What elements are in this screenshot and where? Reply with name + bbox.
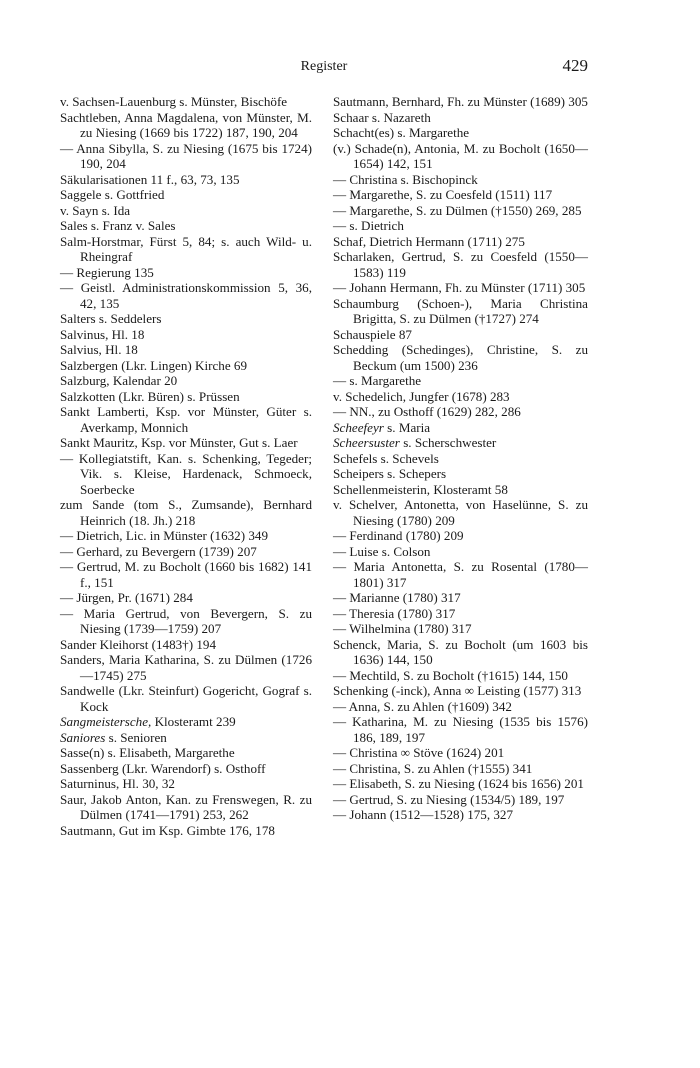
index-entry-text: — Gerhard, zu Bevergern (1739) 207 [60,543,257,559]
index-entry-text: Schaumburg (Schoen-), Maria Christina Brigitta, S. zu Dülmen (†1727) 274 [333,295,588,326]
index-entry [333,637,588,668]
index-entry-text: — Gertrud, M. zu Bocholt (1660 bis 1682) 141 f., 151 [60,559,312,590]
index-entry [333,621,588,637]
index-entry-text: v. Schelver, Antonetta, von Haselünne, S. zu Niesing (1780) 209 [333,497,588,528]
index-entry [333,234,588,250]
index-entry-text: — Ferdinand (1780) 209 [333,528,464,543]
index-entry-text: Schaar s. Nazareth [333,109,431,125]
index-entry-text: — Maria Gertrud, von Bevergern, S. zu Niesing (1739—1759) 207 [60,605,312,636]
index-entry [60,714,312,730]
index-entry [333,249,588,280]
index-entry [333,606,588,622]
index-entry [333,110,588,126]
index-entry-text: — Jürgen, Pr. (1671) 284 [60,590,193,605]
index-entry [60,218,312,234]
index-entry-text: Salzkotten (Lkr. Büren) s. Prüssen [60,388,240,404]
index-entry-text: — Kollegiatstift, Kan. s. Schenking, Tegeder; Vik. s. Kleise, Hardenack, Schmoeck, Soerbecke [60,450,312,497]
index-entry-text: — Christina ∞ Stöve (1624) 201 [333,745,505,760]
index-entry [333,404,588,420]
index-entry-headword: Sangmeistersche, [60,714,152,729]
index-entry-text: Saturninus, Hl. 30, 32 [60,776,175,791]
index-entry [333,389,588,405]
index-entry-text: Sankt Lamberti, Ksp. vor Münster, Güter s. Averkamp, Monnich [60,404,312,435]
index-entry [333,497,588,528]
index-entry-text: v. Sayn s. Ida [60,202,131,218]
index-entry-text: Scharlaken, Gertrud, S. zu Coesfeld (1550—1583) 119 [333,249,588,280]
index-entry-text: Sanders, Maria Katharina, S. zu Dülmen (1726—1745) 275 [60,652,312,683]
index-entry-text: Salvinus, Hl. 18 [60,326,145,342]
index-entry [333,435,588,451]
index-entry [333,172,588,188]
index-entry [333,94,588,110]
index-entry [333,296,588,327]
index-entry [333,125,588,141]
index-entry-text: Salzburg, Kalendar 20 [60,373,178,388]
index-entry [333,203,588,219]
index-entry-text: Sales s. Franz v. Sales [60,218,176,233]
index-entry-text: s. Maria [387,419,431,435]
index-entry-text: — Regierung 135 [60,264,154,280]
index-entry [333,559,588,590]
index-entry-text: — Maria Antonetta, S. zu Rosental (1780—1801) 317 [333,559,588,590]
index-entry-text: (v.) Schade(n), Antonia, M. zu Bocholt (1650—1654) 142, 151 [333,140,588,171]
index-entry-headword: Scheersuster [333,435,400,450]
index-entry-text: — Johann (1512—1528) 175, 327 [333,807,514,822]
index-entry [60,528,312,544]
index-entry [60,265,312,281]
index-entry-headword: Saniores [60,729,106,745]
index-entry-text: — Johann Hermann, Fh. zu Münster (1711) 305 [333,280,586,295]
index-entry-text: Salzbergen (Lkr. Lingen) Kirche 69 [60,357,248,373]
index-entry-text: — s. Margarethe [333,373,422,388]
index-entry [60,389,312,405]
index-entry [333,776,588,792]
index-entry-text: — Katharina, M. zu Niesing (1535 bis 1576) 186, 189, 197 [333,714,588,745]
index-entry [333,187,588,203]
index-entry [333,141,588,172]
index-entry-text: — Christina, S. zu Ahlen (†1555) 341 [333,760,533,776]
index-entry-text: — Christina s. Bischopinck [333,171,478,187]
index-entry-text: — Elisabeth, S. zu Niesing (1624 bis 1656) 201 [333,776,584,791]
index-entry [333,590,588,606]
index-entry-text: Salters s. Seddelers [60,311,162,326]
index-entry-text: Schellenmeisterin, Klosteramt 58 [333,481,508,497]
index-entry [60,110,312,141]
index-entry-text: Säkularisationen 11 f., 63, 73, 135 [60,171,240,187]
index-entry [333,528,588,544]
index-entry-text: — Anna, S. zu Ahlen (†1609) 342 [333,698,512,714]
index-entry [60,792,312,823]
index-column-right [333,94,588,823]
index-entry [60,358,312,374]
index-entry-text: v. Sachsen-Lauenburg s. Münster, Bischöfe [60,94,288,109]
page-header [60,56,588,80]
index-entry [60,373,312,389]
index-entry-text: s. Scherschwester [403,435,497,450]
index-entry [60,311,312,327]
index-entry-text: Schefels s. Schevels [333,450,439,466]
index-entry [60,404,312,435]
index-entry [333,714,588,745]
index-entry-text: — Dietrich, Lic. in Münster (1632) 349 [60,528,269,543]
index-entry-text: Sachtleben, Anna Magdalena, von Münster, M. zu Niesing (1669 bis 1722) 187, 190, 204 [60,109,312,140]
index-entry-text: v. Schedelich, Jungfer (1678) 283 [333,388,510,404]
index-entry-text: Salm-Horstmar, Fürst 5, 84; s. auch Wild- u. Rheingraf [60,233,312,264]
index-entry [60,606,312,637]
index-entry-text: Saur, Jakob Anton, Kan. zu Frenswegen, R. zu Dülmen (1741—1791) 253, 262 [60,791,312,822]
index-entry [60,280,312,311]
index-entry-text: — Margarethe, S. zu Dülmen (†1550) 269, 285 [333,202,582,218]
index-entry [333,699,588,715]
index-entry-text: Schacht(es) s. Margarethe [333,125,470,140]
index-entry-text: Schaf, Dietrich Hermann (1711) 275 [333,233,525,249]
index-entry [60,141,312,172]
index-entry-text: — Mechtild, S. zu Bocholt (†1615) 144, 150 [333,667,568,683]
index-entry [333,280,588,296]
index-entry-text: Sassenberg (Lkr. Warendorf) s. Osthoff [60,760,266,776]
index-entry [60,435,312,451]
index-entry [60,342,312,358]
index-entry-text: Schauspiele 87 [333,326,412,342]
index-entry [60,823,312,839]
index-entry-text: Sander Kleihorst (1483†) 194 [60,636,217,652]
index-entry-text: Sautmann, Gut im Ksp. Gimbte 176, 178 [60,822,275,838]
index-entry [333,745,588,761]
index-entry [333,451,588,467]
index-entry [60,234,312,265]
index-entry [60,761,312,777]
index-entry [60,745,312,761]
index-entry [60,544,312,560]
index-entry [333,668,588,684]
page-number: 429 [562,56,588,75]
index-entry-text: Schedding (Schedinges), Christine, S. zu Beckum (um 1500) 236 [333,342,588,373]
index-entry [333,218,588,234]
index-entry [60,203,312,219]
index-entry-text: zum Sande (tom S., Zumsande), Bernhard Heinrich (18. Jh.) 218 [60,497,312,528]
index-entry [60,730,312,746]
running-title: Register [300,59,348,74]
index-entry-text: — s. Dietrich [333,218,404,233]
index-entry-text: Sasse(n) s. Elisabeth, Margarethe [60,745,235,760]
index-entry [333,792,588,808]
index-entry-text: s. Senioren [108,729,167,745]
index-entry [333,420,588,436]
index-entry-text: Sandwelle (Lkr. Steinfurt) Gogericht, Gograf s. Kock [60,683,312,714]
index-entry [333,482,588,498]
index-entry [60,172,312,188]
index-entry-text: — Margarethe, S. zu Coesfeld (1511) 117 [333,187,553,202]
index-entry [60,559,312,590]
index-entry [60,590,312,606]
index-entry [60,497,312,528]
index-entry [333,373,588,389]
index-entry-text: Schenking (-inck), Anna ∞ Leisting (1577) 313 [333,683,582,698]
index-entry [60,327,312,343]
index-entry [60,776,312,792]
index-entry-text: — NN., zu Osthoff (1629) 282, 286 [333,404,521,419]
index-entry-text: — Geistl. Administrationskommission 5, 36, 42, 135 [60,280,312,311]
index-entry-text: Salvius, Hl. 18 [60,342,138,357]
index-entry [60,451,312,498]
index-entry-text: Klosteramt 239 [154,714,236,729]
index-entry-text: Sankt Mauritz, Ksp. vor Münster, Gut s. Laer [60,435,298,450]
index-entry-text: Saggele s. Gottfried [60,187,165,202]
index-entry [60,683,312,714]
index-entry [333,761,588,777]
index-entry [333,544,588,560]
index-entry-text: — Theresia (1780) 317 [333,605,456,621]
index-entry-text: — Luise s. Colson [333,543,431,559]
index-column-left [60,94,312,838]
index-entry [60,652,312,683]
index-entry [333,327,588,343]
index-entry [60,187,312,203]
index-entry [333,683,588,699]
index-entry-text: Scheipers s. Schepers [333,466,447,481]
index-entry-text: — Wilhelmina (1780) 317 [333,621,472,636]
index-entry [333,807,588,823]
index-entry-text: — Gertrud, S. zu Niesing (1534/5) 189, 197 [333,791,565,807]
index-entry [60,94,312,110]
index-entry-text: — Anna Sibylla, S. zu Niesing (1675 bis 1724) 190, 204 [60,140,312,171]
index-entry-headword: Scheefeyr [333,419,384,435]
index-entry-text: Sautmann, Bernhard, Fh. zu Münster (1689) 305 [333,94,588,109]
index-entry [333,466,588,482]
index-entry-text: — Marianne (1780) 317 [333,590,461,605]
index-entry [333,342,588,373]
index-entry-text: Schenck, Maria, S. zu Bocholt (um 1603 bis 1636) 144, 150 [333,636,588,667]
index-entry [60,637,312,653]
